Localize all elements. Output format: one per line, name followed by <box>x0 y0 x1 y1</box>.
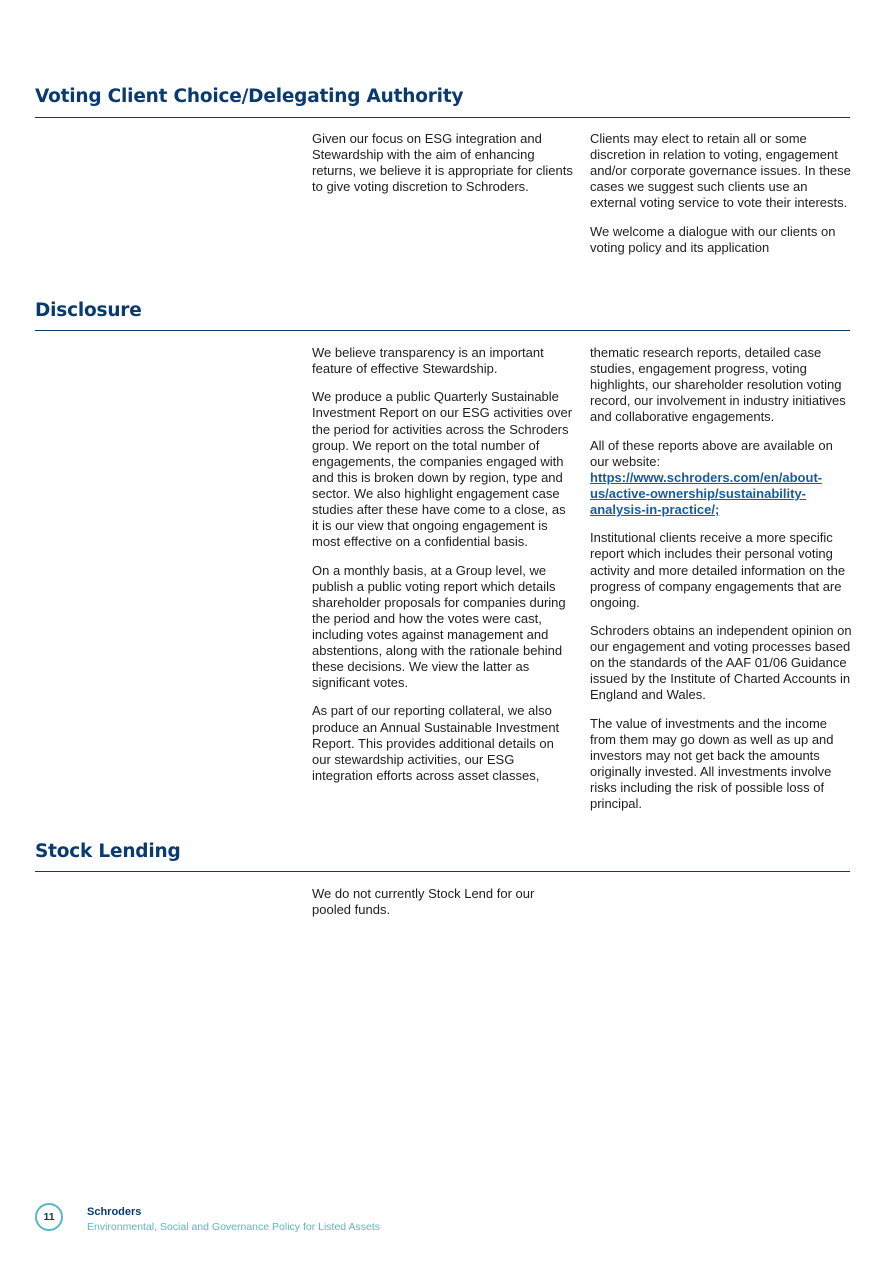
section-title-voting: Voting Client Choice/Delegating Authority <box>35 86 464 107</box>
section-divider <box>35 330 850 331</box>
paragraph: Given our focus on ESG integration and Stewardship with the aim of enhancing returns, we believe it is appropriate for clients to give voting discretion to Schroders. <box>312 131 573 195</box>
paragraph: The value of investments and the income from them may go down as well as up and investors may not get back the amounts originally invested. All investments involve risks including the risk of possible loss of principal. <box>590 715 834 812</box>
paragraph: We do not currently Stock Lend for our pooled funds. <box>312 886 535 918</box>
paragraph: Schroders obtains an independent opinion on our engagement and voting processes based on the standards of the AAF 01/06 Guidance issued by the Institute of Charted Accounts in England and Wales. <box>590 622 852 703</box>
voting-column-2 <box>590 131 852 268</box>
schroders-website-link[interactable]: https://www.schroders.com/en/about-us/active-ownership/sustainability-analysis-in-practice/; <box>590 469 823 518</box>
section-divider <box>35 871 850 872</box>
page-number-badge <box>35 1203 63 1231</box>
stock-lending-column-1 <box>312 886 574 930</box>
page-number: 11 <box>43 1211 55 1223</box>
paragraph-with-link <box>590 438 852 518</box>
section-divider <box>35 117 850 118</box>
paragraph: On a monthly basis, at a Group level, we publish a public voting report which details shareholder proposals for companies during the period and how the votes were cast, including votes against management and abstentions, along with the rationale behind these decisions. We view the latter as significant votes. <box>312 562 566 691</box>
paragraph: Institutional clients receive a more specific report which includes their personal voting activity and more detailed information on the progress of company engagements that are ongoing. <box>590 530 846 610</box>
paragraph: thematic research reports, detailed case studies, engagement progress, voting highlights, our shareholder resolution voting record, our involvement in industry initiatives and collaborative engagements. <box>590 345 846 425</box>
section-title-disclosure: Disclosure <box>35 300 142 321</box>
paragraph: We welcome a dialogue with our clients on voting policy and its application <box>590 223 836 255</box>
disclosure-column-1 <box>312 345 574 796</box>
footer-document-title: Environmental, Social and Governance Policy for Listed Assets <box>87 1221 380 1233</box>
paragraph-text: All of these reports above are available on our website: <box>590 437 833 469</box>
paragraph: Clients may elect to retain all or some discretion in relation to voting, engagement and/or corporate governance issues. In these cases we suggest such clients use an external voting service to vote their interests. <box>590 131 851 211</box>
footer-company-name: Schroders <box>87 1206 142 1218</box>
voting-column-1 <box>312 131 574 208</box>
paragraph: We believe transparency is an important feature of effective Stewardship. <box>312 345 544 377</box>
paragraph: We produce a public Quarterly Sustainable Investment Report on our ESG activities over the period for activities across the Schroders group. We report on the total number of engagements, the companies engaged with and this is broken down by region, type and sector. We also highlight engagement case studies after these have come to a close, as it is our view that ongoing engagement is most effective on a confidential basis. <box>312 389 573 550</box>
disclosure-column-2 <box>590 345 852 824</box>
section-title-stock-lending: Stock Lending <box>35 841 181 862</box>
paragraph: As part of our reporting collateral, we also produce an Annual Sustainable Investment Report. This provides additional details on our stewardship activities, our ESG integration efforts across asset classes, <box>312 703 560 783</box>
